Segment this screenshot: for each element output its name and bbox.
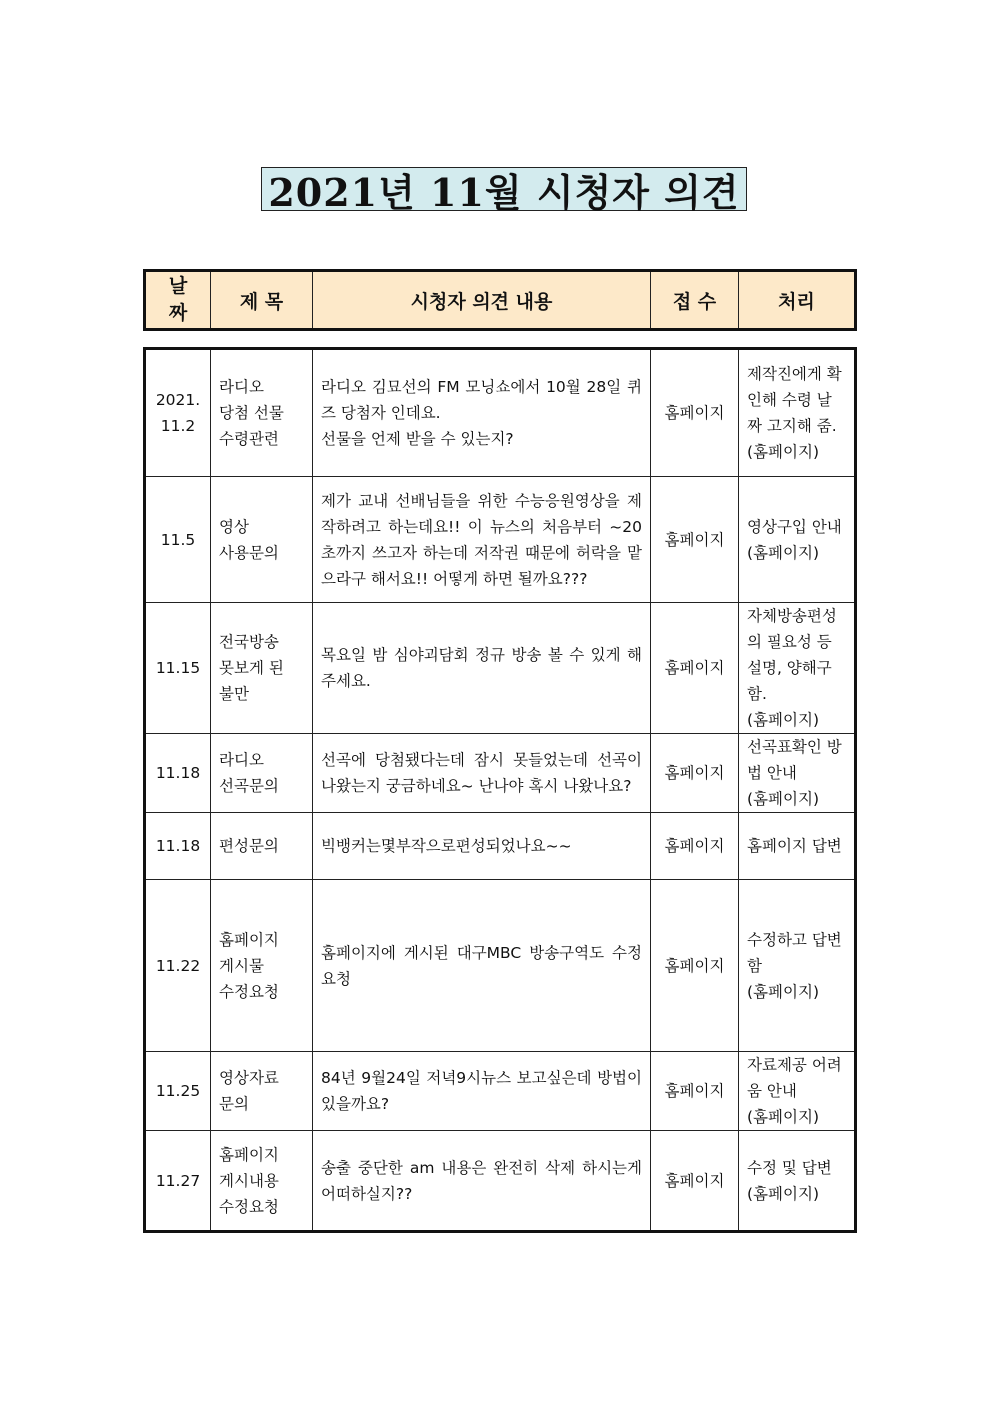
- opinion-table: [143, 347, 857, 1233]
- cell-received: 홈페이지: [651, 880, 739, 1052]
- header-received: 접 수: [651, 271, 739, 330]
- cell-content: 빅뱅커는몇부작으로편성되었나요~~: [313, 813, 651, 880]
- cell-subject: 라디오 선곡문의: [211, 734, 313, 813]
- cell-subject: 홈페이지 게시물 수정요청: [211, 880, 313, 1052]
- cell-received: 홈페이지: [651, 813, 739, 880]
- header-content: 시청자 의견 내용: [313, 271, 651, 330]
- header-date: 날 짜: [145, 271, 211, 330]
- cell-subject: 영상자료 문의: [211, 1052, 313, 1131]
- cell-process: 제작진에게 확인해 수령 날짜 고지해 줌. (홈페이지): [739, 349, 856, 477]
- cell-content: 선곡에 당첨됐다는데 잠시 못들었는데 선곡이 나왔는지 궁금하네요~ 난나야 혹시 나왔나요?: [313, 734, 651, 813]
- cell-date: 11.22: [145, 880, 211, 1052]
- cell-content: 84년 9월24일 저녁9시뉴스 보고싶은데 방법이 있을까요?: [313, 1052, 651, 1131]
- cell-content: 목요일 밤 심야괴담회 정규 방송 볼 수 있게 해주세요.: [313, 603, 651, 734]
- cell-content: 라디오 김묘선의 FM 모닝쇼에서 10월 28일 퀴즈 당첨자 인데요. 선물을 언제 받을 수 있는지?: [313, 349, 651, 477]
- table-row: [145, 813, 856, 880]
- table-row: [145, 1052, 856, 1131]
- cell-date: 11.5: [145, 477, 211, 603]
- cell-received: 홈페이지: [651, 1052, 739, 1131]
- cell-subject: 영상 사용문의: [211, 477, 313, 603]
- table-header: [143, 269, 857, 331]
- header-process: 처리: [739, 271, 856, 330]
- table-row: [145, 603, 856, 734]
- cell-date: 11.25: [145, 1052, 211, 1131]
- cell-received: 홈페이지: [651, 477, 739, 603]
- cell-content: 홈페이지에 게시된 대구MBC 방송구역도 수정 요청: [313, 880, 651, 1052]
- cell-subject: 홈페이지 게시내용 수정요청: [211, 1131, 313, 1232]
- cell-received: 홈페이지: [651, 1131, 739, 1232]
- cell-content: 송출 중단한 am 내용은 완전히 삭제 하시는게 어떠하실지??: [313, 1131, 651, 1232]
- table-row: [145, 734, 856, 813]
- header-row: [145, 271, 856, 330]
- cell-process: 홈페이지 답변: [739, 813, 856, 880]
- table-row: [145, 1131, 856, 1232]
- cell-process: 수정하고 답변함 (홈페이지): [739, 880, 856, 1052]
- cell-content: 제가 교내 선배님들을 위한 수능응원영상을 제작하려고 하는데요!! 이 뉴스의 처음부터 ~20초까지 쓰고자 하는데 저작권 때문에 허락을 맡으라구 해서요!! 어떻게 하면 될까요???: [313, 477, 651, 603]
- cell-process: 선곡표확인 방법 안내 (홈페이지): [739, 734, 856, 813]
- cell-date: 11.18: [145, 813, 211, 880]
- cell-process: 자료제공 어려움 안내 (홈페이지): [739, 1052, 856, 1131]
- cell-received: 홈페이지: [651, 603, 739, 734]
- cell-process: 영상구입 안내 (홈페이지): [739, 477, 856, 603]
- cell-received: 홈페이지: [651, 349, 739, 477]
- cell-subject: 편성문의: [211, 813, 313, 880]
- table-row: [145, 880, 856, 1052]
- cell-process: 자체방송편성의 필요성 등 설명, 양해구함. (홈페이지): [739, 603, 856, 734]
- header-subject: 제 목: [211, 271, 313, 330]
- cell-received: 홈페이지: [651, 734, 739, 813]
- cell-subject: 전국방송 못보게 된 불만: [211, 603, 313, 734]
- cell-process: 수정 및 답변 (홈페이지): [739, 1131, 856, 1232]
- cell-date: 11.18: [145, 734, 211, 813]
- table-row: [145, 477, 856, 603]
- page-title: 2021년 11월 시청자 의견: [261, 167, 747, 211]
- table-row: [145, 349, 856, 477]
- cell-subject: 라디오 당첨 선물 수령관련: [211, 349, 313, 477]
- cell-date: 11.27: [145, 1131, 211, 1232]
- cell-date: 11.15: [145, 603, 211, 734]
- cell-date: 2021. 11.2: [145, 349, 211, 477]
